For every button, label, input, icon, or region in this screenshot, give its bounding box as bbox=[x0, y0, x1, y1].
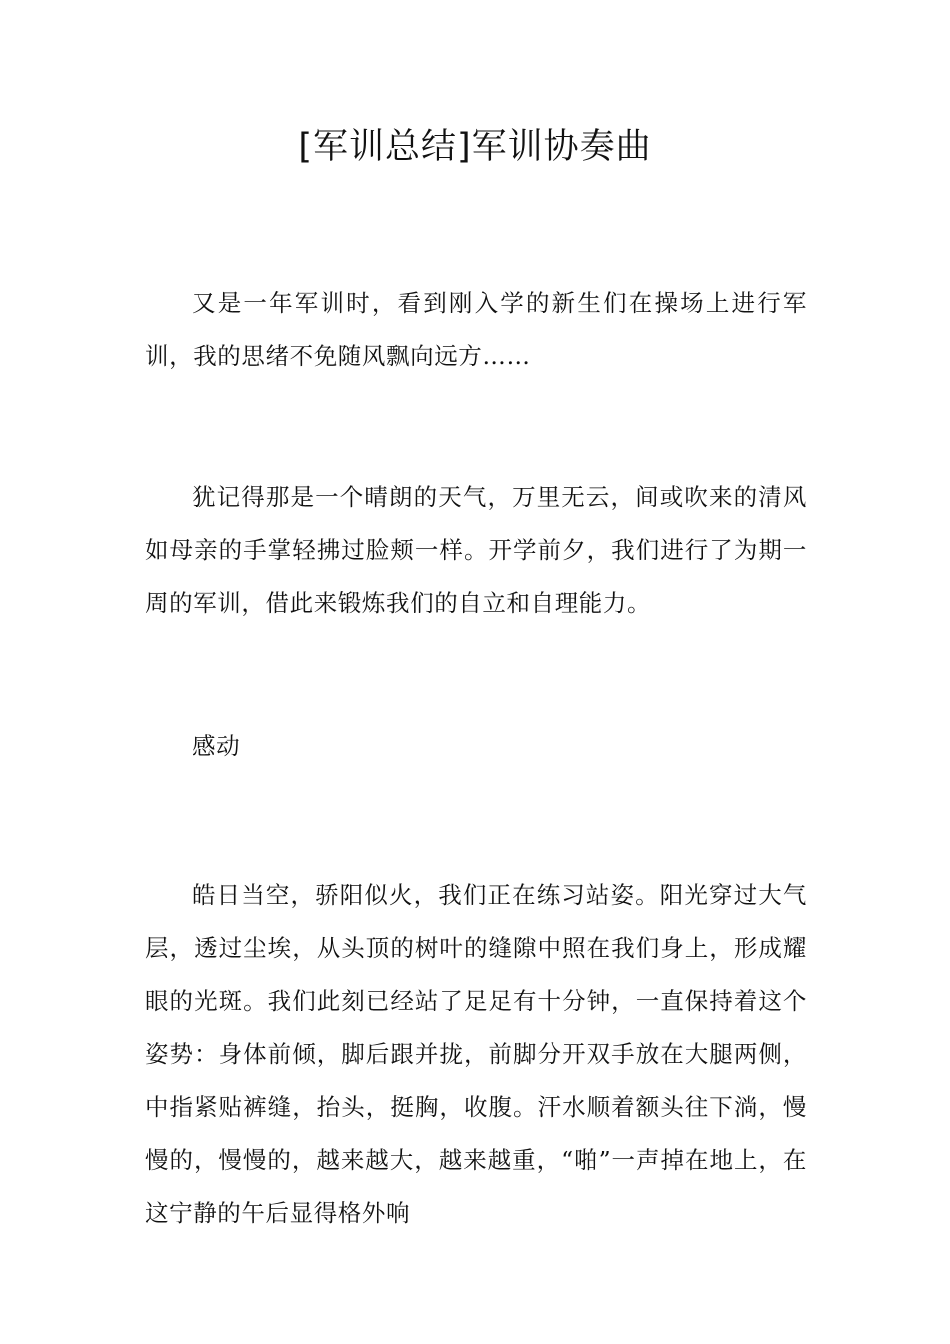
paragraph-memory: 犹记得那是一个晴朗的天气，万里无云，间或吹来的清风如母亲的手掌轻拂过脸颊一样。开学前夕，我们进行了为期一周的军训，借此来锻炼我们的自立和自理能力。 bbox=[145, 483, 807, 617]
section-heading-touched: 感动 bbox=[192, 732, 241, 760]
paragraph-standing-drill: 皓日当空，骄阳似火，我们正在练习站姿。阳光穿过大气层，透过尘埃，从头顶的树叶的缝隙中照在我们身上，形成耀眼的光斑。我们此刻已经站了足足有十分钟，一直保持着这个姿势：身体前倾，脚后跟并拢，前脚分开双手放在大腿两侧，中指紧贴裤缝，抬头，挺胸，收腹。汗水顺着额头往下淌，慢慢的，慢慢的，越来越大，越来越重，“啪”一声掉在地上，在这宁静的午后显得格外响 bbox=[145, 881, 807, 1227]
paragraph-intro: 又是一年军训时，看到刚入学的新生们在操场上进行军训，我的思绪不免随风飘向远方…… bbox=[145, 289, 807, 370]
document-title: [军训总结]军训协奏曲 bbox=[298, 127, 652, 167]
